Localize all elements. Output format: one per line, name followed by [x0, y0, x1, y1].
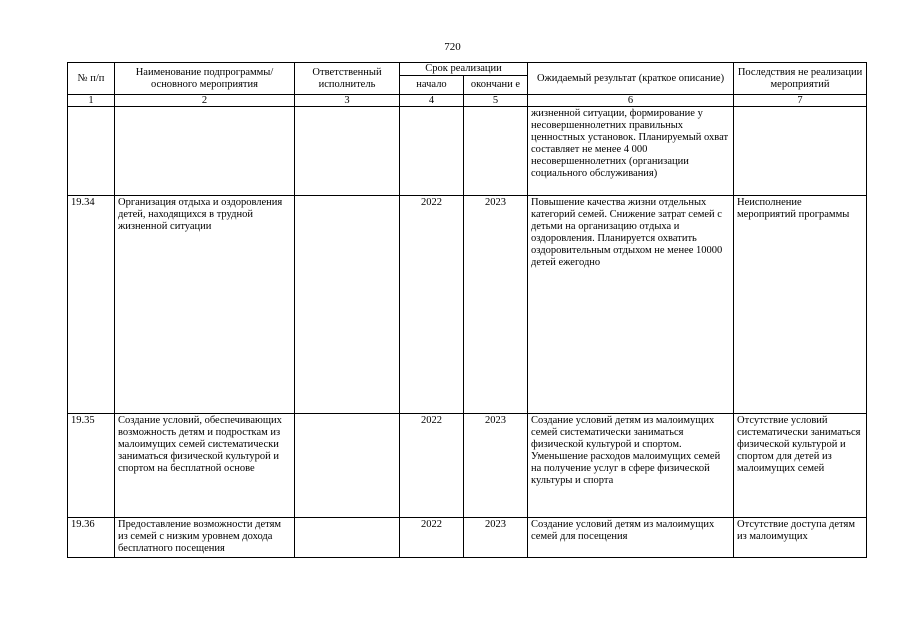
row-consequence: Отсутствие условий систематически заниматься физической культурой и спортом для детей из малоимущих семей — [734, 414, 867, 518]
row-consequence — [734, 107, 867, 196]
row-executor — [295, 518, 400, 558]
header-start: начало — [400, 76, 464, 95]
header-result: Ожидаемый результат (краткое описание) — [528, 63, 734, 95]
row-executor — [295, 196, 400, 414]
header-number: № п/п — [68, 63, 115, 95]
row-name: Предоставление возможности детям из семей с низким уровнем дохода бесплатного посещения — [115, 518, 295, 558]
row-number: 19.36 — [68, 518, 115, 558]
row-name: Создание условий, обеспечивающих возможность детям и подросткам из малоимущих семей систематически заниматься физической культурой и спортом на бесплатной основе — [115, 414, 295, 518]
header-period: Срок реализации — [400, 63, 528, 76]
column-number: 7 — [734, 95, 867, 107]
column-number: 3 — [295, 95, 400, 107]
row-number: 19.34 — [68, 196, 115, 414]
row-number — [68, 107, 115, 196]
table-row — [68, 518, 867, 558]
column-number: 5 — [464, 95, 528, 107]
column-number: 1 — [68, 95, 115, 107]
row-executor — [295, 107, 400, 196]
column-number: 2 — [115, 95, 295, 107]
table-row — [68, 414, 867, 518]
header-consequence: Последствия не реализации мероприятий — [734, 63, 867, 95]
column-number: 6 — [528, 95, 734, 107]
header-end: окончани е — [464, 76, 528, 95]
row-consequence: Отсутствие доступа детям из малоимущих — [734, 518, 867, 558]
header-name: Наименование подпрограммы/ основного мероприятия — [115, 63, 295, 95]
row-result: жизненной ситуации, формирование у несовершеннолетних правильных ценностных установок. Планируемый охват составляет не менее 4 000 несовершеннолетних (организации социального обслуживания) — [528, 107, 734, 196]
row-name — [115, 107, 295, 196]
row-end — [464, 107, 528, 196]
row-name: Организация отдыха и оздоровления детей, находящихся в трудной жизненной ситуации — [115, 196, 295, 414]
row-start: 2022 — [400, 518, 464, 558]
program-table — [67, 62, 867, 558]
row-start — [400, 107, 464, 196]
page-number: 720 — [444, 41, 461, 53]
table-row — [68, 196, 867, 414]
row-end: 2023 — [464, 518, 528, 558]
row-start: 2022 — [400, 196, 464, 414]
row-result: Создание условий детям из малоимущих семей для посещения — [528, 518, 734, 558]
row-executor — [295, 414, 400, 518]
row-end: 2023 — [464, 414, 528, 518]
table-row — [68, 107, 867, 196]
header-executor: Ответственный исполнитель — [295, 63, 400, 95]
row-result: Повышение качества жизни отдельных категорий семей. Снижение затрат семей с детьми на организацию отдыха и оздоровления. Планируется охватить оздоровительным отдыхом не менее 10000 детей ежегодно — [528, 196, 734, 414]
row-number: 19.35 — [68, 414, 115, 518]
row-start: 2022 — [400, 414, 464, 518]
row-end: 2023 — [464, 196, 528, 414]
row-consequence: Неисполнение мероприятий программы — [734, 196, 867, 414]
column-number: 4 — [400, 95, 464, 107]
row-result: Создание условий детям из малоимущих семей систематически заниматься физической культурой и спортом. Уменьшение расходов малоимущих семей на получение услуг в сфере физической культуры и спорта — [528, 414, 734, 518]
